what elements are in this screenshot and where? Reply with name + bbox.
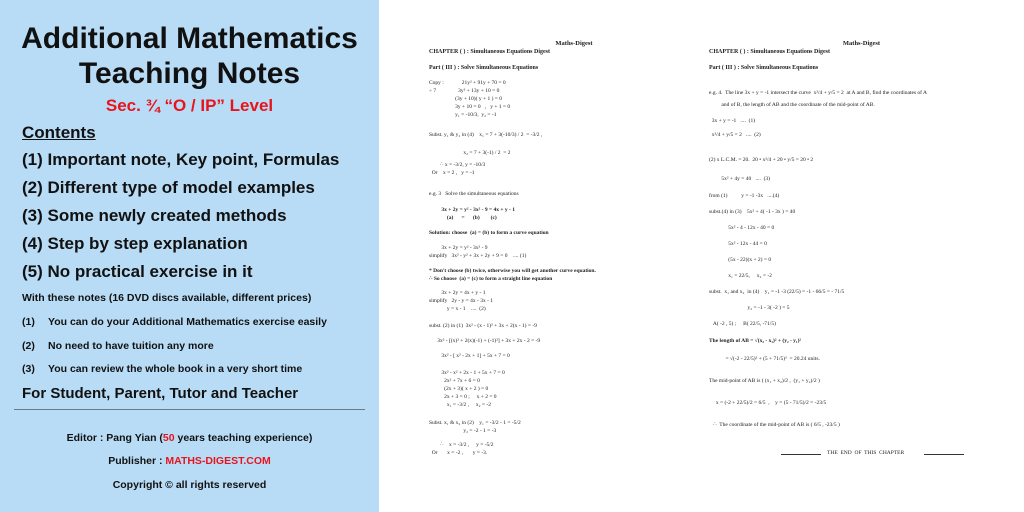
contents-point: (1) Important note, Key point, Formulas xyxy=(22,150,340,169)
benefit-number: (2) xyxy=(22,340,35,352)
math-line: simplify 3x² - y² + 3x + 2y + 9 = 0 .... (1) xyxy=(429,253,527,259)
math-line: e.g. 3 Solve the simultaneous equations xyxy=(429,191,519,197)
chapter-heading: CHAPTER ( ) : Simultaneous Equations Digest xyxy=(429,49,551,55)
math-line: 2x² + 7x + 6 = 0 xyxy=(429,378,480,384)
math-line: (2) x L.C.M. = 20. 20 • x²/4 + 20 • y/5 = 20 • 2 xyxy=(709,157,814,163)
benefit-text: You can do your Additional Mathematics exercise easily xyxy=(48,316,327,328)
title-line-2: Teaching Notes xyxy=(78,57,301,90)
publisher-label: Publisher : xyxy=(108,455,166,467)
math-line: Or x = -2 , y = -3. xyxy=(429,450,488,456)
math-line: 3x² - [(x)² + 2(x)(-1) + (-1)²] + 3x + 2x - 2 = -9 xyxy=(429,338,541,344)
math-line: y₂ = -1 - 3( -2 ) = 5 xyxy=(709,305,790,311)
contents-point: (2) Different type of model examples xyxy=(22,178,315,197)
math-line: The length of AB = √(x₂ - x₁)² + (y₂ - y₁)² xyxy=(709,338,802,344)
math-line: y₂ = -2 - 1 = -3 xyxy=(429,428,497,434)
math-line: (a) = (b) (c) xyxy=(429,215,497,221)
audience-line: For Student, Parent, Tutor and Teacher xyxy=(22,385,299,402)
math-line: (3y + 10)( y + 1 ) = 0 xyxy=(429,96,503,102)
math-line: x = (-2 + 22/5)/2 = 6/5 , y = (5 - 71/5)/2 = -23/5 xyxy=(709,400,827,406)
editor-label: Editor : Pang Yian ( xyxy=(66,432,163,444)
math-line: (5x - 22)(x + 2) = 0 xyxy=(709,257,772,263)
math-line: from (1) y = -1 -3x ....(4) xyxy=(709,193,780,199)
math-line: 3x + 2y = 4x + y - 1 xyxy=(429,290,486,296)
math-line: Subst. x₁ & x₂ in (2) y₁ = -3/2 - 1 = -5/2 xyxy=(429,420,521,426)
math-line: subst. (2) in (1) 3x² - (x - 1)² + 3x + 2(x - 1) = -9 xyxy=(429,323,537,329)
math-line: 3y + 10 = 0 , y + 1 = 0 xyxy=(429,104,511,110)
math-line: y = x - 1 .... (2) xyxy=(429,306,486,312)
math-line: x²/4 + y/5 = 2 .... (2) xyxy=(709,132,761,138)
math-line: ÷ 7 3y² + 13y + 10 = 0 xyxy=(429,88,500,94)
contents-point: (4) Step by step explanation xyxy=(22,234,248,253)
end-rule-left xyxy=(781,454,821,455)
end-rule-right xyxy=(924,454,964,455)
math-line: (2x + 3)( x + 2 ) = 0 xyxy=(429,386,489,392)
math-line: e.g. 4. The line 3x + y = -1 intersect the curve x²/4 + y/5 = 2 at A and B, find the coordinates of A xyxy=(709,90,928,96)
math-line: * Don't choose (b) twice, otherwise you will get another curve equation. xyxy=(429,268,596,274)
math-line: 3x + 2y = y² - 3x² - 9 = 4x + y - 1 xyxy=(429,207,515,213)
part-heading: Part ( III ) : Solve Simultaneous Equations xyxy=(429,65,539,71)
math-line: and of B, the length of AB and the coordinate of the mid-point of AB. xyxy=(709,102,875,108)
page-header: Maths-Digest xyxy=(842,40,881,47)
math-line: Or x = 2 , y = -1 xyxy=(429,170,475,176)
math-line: x₁ = 22/5, x₂ = -2 xyxy=(709,273,772,279)
notes-intro: With these notes (16 DVD discs available, different prices) xyxy=(22,292,312,304)
math-line: subst. x₁ and x₂ in (4) y₁ = -1 -3 (22/5) = -1 - 66/5 = - 71/5 xyxy=(709,289,845,295)
math-line: 5x² - 12x - 44 = 0 xyxy=(709,241,767,247)
math-line: A( -2 , 5) ; B( 22/5, -71/5) xyxy=(709,321,776,327)
level-subtitle: Sec. ¾ “O / IP” Level xyxy=(105,96,274,115)
editor-rest: years teaching experience) xyxy=(174,432,313,444)
promo-panel xyxy=(0,0,379,512)
contents-point: (3) Some newly created methods xyxy=(22,206,287,225)
chapter-end-text: THE END OF THIS CHAPTER xyxy=(827,450,905,456)
contents-heading: Contents xyxy=(22,123,96,142)
copyright-line: Copyright © all rights reserved xyxy=(112,479,267,491)
title-line-1: Additional Mathematics xyxy=(21,22,358,55)
math-line: 5x² + 4y = 40 .... (3) xyxy=(709,176,771,182)
sample-page-right xyxy=(709,40,1014,510)
contents-point: (5) No practical exercise in it xyxy=(22,262,253,281)
divider xyxy=(14,409,365,410)
math-line: Copy : 21y² + 91y + 70 = 0 xyxy=(429,80,506,86)
part-heading: Part ( III ) : Solve Simultaneous Equations xyxy=(709,65,819,71)
math-line: 3x + 2y = y² - 3x² - 9 xyxy=(429,245,488,251)
math-line: 5x² - 4 - 12x - 40 = 0 xyxy=(709,225,775,231)
benefit-item xyxy=(22,340,214,352)
benefit-number: (3) xyxy=(22,363,35,375)
benefit-text: No need to have tuition any more xyxy=(48,340,214,352)
math-line: subst.(4) in (3) 5x² + 4( -1 - 3x ) = 40 xyxy=(709,209,796,215)
publisher-line xyxy=(0,455,379,467)
math-line: Solution: choose (a) = (b) to form a curve equation xyxy=(429,230,549,236)
math-line: = √(-2 - 22/5)² + (5 + 71/5)² = 20.24 units. xyxy=(709,356,820,362)
math-line: ∴ So choose (a) = (c) to form a straight line equation xyxy=(429,276,553,282)
math-line: x₂ = 7 + 3(-1) / 2 = 2 xyxy=(429,150,511,156)
benefit-item xyxy=(22,363,302,375)
math-line: x₁ = -3/2 , x₂ = -2 xyxy=(429,402,491,408)
math-line: ∴ x = -3/2, y = -10/3 xyxy=(429,162,486,168)
math-line: y₁ = -10/3, y₂ = -1 xyxy=(429,112,497,118)
publisher-link[interactable]: MATHS-DIGEST.COM xyxy=(165,455,271,467)
math-line: simplify 2y - y = 4x - 3x - 1 xyxy=(429,298,494,304)
math-line: 3x² - [ x² - 2x + 1] + 5x + 7 = 0 xyxy=(429,353,510,359)
math-line: 2x + 3 = 0 ; x + 2 = 0 xyxy=(429,394,497,400)
math-line: Subst. y₁ & y₂ in (4) x₁ = 7 + 3(-10/3) / 2 = -3/2 , xyxy=(429,132,543,138)
sample-pages xyxy=(379,0,1024,512)
chapter-heading: CHAPTER ( ) : Simultaneous Equations Digest xyxy=(709,49,831,55)
benefit-item xyxy=(22,316,327,328)
sample-page-left xyxy=(429,40,719,510)
math-line: 3x + y = -1 .... (1) xyxy=(709,118,756,124)
math-line: ∴ The coordinate of the mid-point of AB is ( 6/5 , -23/5 ) xyxy=(709,422,840,428)
page-header: Maths-Digest xyxy=(555,40,593,47)
editor-years: 50 xyxy=(162,432,175,444)
math-line: 3x² - x² + 2x - 1 + 5x + 7 = 0 xyxy=(429,370,505,376)
editor-line xyxy=(0,432,379,444)
benefit-number: (1) xyxy=(22,316,35,328)
math-line: The mid-point of AB is ( (x₁ + x₂)/2 , (y₁ + y₂)/2 ) xyxy=(709,378,820,384)
benefit-text: You can review the whole book in a very short time xyxy=(48,363,303,375)
math-line: ∴ x = -3/2 , y = -5/2 xyxy=(429,442,494,448)
